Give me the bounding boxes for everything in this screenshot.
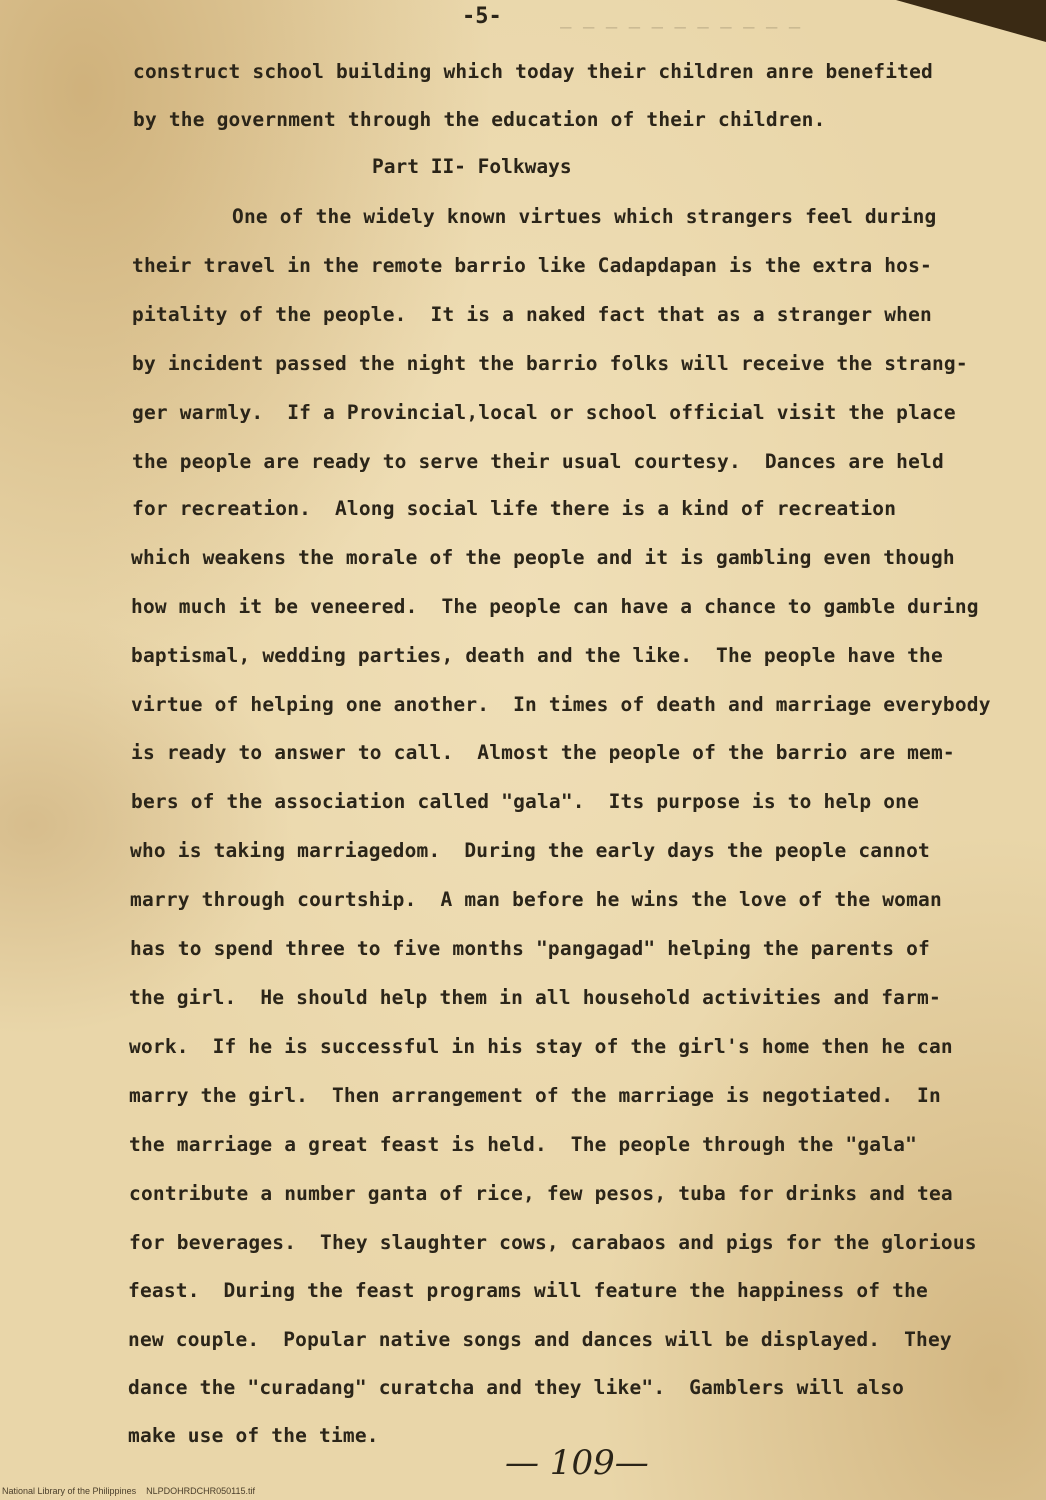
archive-footer: National Library of the Philippines NLPDOHRDCHR050115.tif xyxy=(2,1486,255,1496)
text-line-3: One of the widely known virtues which strangers feel during xyxy=(232,205,937,228)
text-line-6: by incident passed the night the barrio folks will receive the strang- xyxy=(132,352,968,375)
text-line-2: by the government through the education of their children. xyxy=(133,108,826,131)
text-line-11: how much it be veneered. The people can have a chance to gamble during xyxy=(131,595,979,618)
text-line-4: their travel in the remote barrio like Cadapdapan is the extra hos- xyxy=(132,254,932,277)
text-line-21: marry the girl. Then arrangement of the marriage is negotiated. In xyxy=(129,1084,941,1107)
text-line-17: marry through courtship. A man before he wins the love of the woman xyxy=(130,888,942,911)
text-line-28: make use of the time. xyxy=(128,1424,379,1447)
text-line-7: ger warmly. If a Provincial,local or school official visit the place xyxy=(132,401,956,424)
text-line-13: virtue of helping one another. In times of death and marriage everybody xyxy=(131,693,991,716)
text-line-15: bers of the association called "gala". Its purpose is to help one xyxy=(131,790,920,813)
text-line-10: which weakens the morale of the people and it is gambling even though xyxy=(131,546,955,569)
text-line-26: new couple. Popular native songs and dances will be displayed. They xyxy=(128,1328,952,1351)
text-line-16: who is taking marriagedom. During the early days the people cannot xyxy=(130,839,930,862)
text-line-23: contribute a number ganta of rice, few pesos, tuba for drinks and tea xyxy=(129,1182,953,1205)
text-line-14: is ready to answer to call. Almost the people of the barrio are mem- xyxy=(131,741,955,764)
bleed-through-text: — — — — — — — — — — — xyxy=(560,16,801,38)
handwritten-page-number: — 109— xyxy=(505,1443,649,1483)
text-line-18: has to spend three to five months "pangagad" helping the parents of xyxy=(130,937,930,960)
text-line-19: the girl. He should help them in all household activities and farm- xyxy=(129,986,941,1009)
text-line-9: for recreation. Along social life there is a kind of recreation xyxy=(132,497,897,520)
text-line-1: construct school building which today their children anre benefited xyxy=(133,60,933,83)
section-heading: Part II- Folkways xyxy=(372,155,572,178)
text-line-24: for beverages. They slaughter cows, carabaos and pigs for the glorious xyxy=(129,1231,977,1254)
text-line-27: dance the "curadang" curatcha and they like". Gamblers will also xyxy=(128,1376,905,1399)
text-line-12: baptismal, wedding parties, death and the like. The people have the xyxy=(131,644,943,667)
text-line-8: the people are ready to serve their usual courtesy. Dances are held xyxy=(132,450,944,473)
torn-corner xyxy=(896,0,1046,42)
page-number: -5- xyxy=(462,4,502,29)
text-line-5: pitality of the people. It is a naked fact that as a stranger when xyxy=(132,303,932,326)
text-line-20: work. If he is successful in his stay of the girl's home then he can xyxy=(129,1035,953,1058)
text-line-25: feast. During the feast programs will feature the happiness of the xyxy=(128,1279,928,1302)
text-line-22: the marriage a great feast is held. The people through the "gala" xyxy=(129,1133,918,1156)
